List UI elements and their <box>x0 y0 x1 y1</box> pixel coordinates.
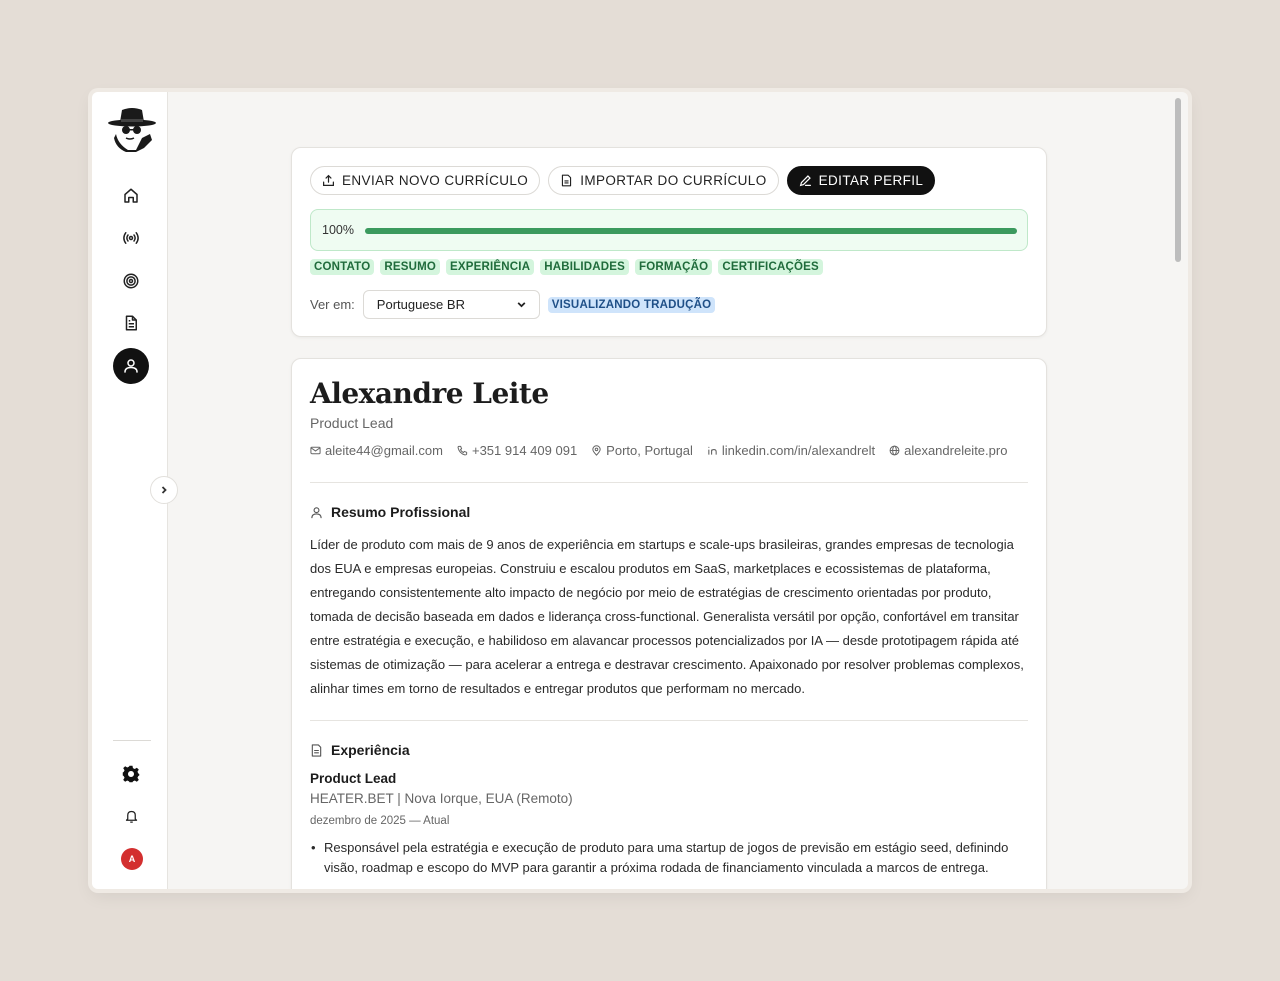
tag-certificacoes[interactable]: CERTIFICAÇÕES <box>718 259 823 275</box>
contact-location <box>591 443 693 458</box>
document-icon <box>122 314 140 332</box>
resume-card <box>291 358 1047 889</box>
nav-notifications[interactable] <box>113 798 149 834</box>
profile-actions-card <box>291 147 1047 337</box>
nav-targets[interactable] <box>113 263 149 299</box>
linkedin-icon <box>707 445 718 456</box>
globe-icon <box>889 445 900 456</box>
language-select[interactable] <box>363 290 540 319</box>
app-window <box>92 92 1188 889</box>
edit-profile-button[interactable] <box>787 166 936 195</box>
scrollbar-thumb[interactable] <box>1175 98 1181 262</box>
experience-role: Product Lead <box>310 771 397 786</box>
nav-profile[interactable] <box>113 348 149 384</box>
section-divider <box>310 720 1028 721</box>
section-tags <box>310 259 823 275</box>
home-icon <box>122 187 140 205</box>
user-icon <box>122 357 140 375</box>
profile-title: Product Lead <box>310 415 394 431</box>
tag-habilidades[interactable]: HABILIDADES <box>540 259 629 275</box>
document-icon <box>310 744 323 757</box>
contact-linkedin[interactable] <box>707 443 875 458</box>
profile-completion-bar <box>310 209 1028 251</box>
nav-home[interactable] <box>113 178 149 214</box>
phone-text: +351 914 409 091 <box>471 443 578 458</box>
language-row <box>310 290 715 319</box>
translation-badge: VISUALIZANDO TRADUÇÃO <box>548 297 715 313</box>
upload-resume-button[interactable] <box>310 166 540 195</box>
summary-text: Líder de produto com mais de 9 anos de experiência em startups e scale-ups brasileiras, grandes empresas de tecnologia dos EUA e empresas europeias. Construiu e escalou produtos em SaaS, marketplaces e ecossistemas de plataforma, entregando consistentemente alto impacto de negócio por meio de estratégias de crescimento orientadas por produto, tomada de decisão baseada em dados e liderança cross-functional. Generalista versátil por opção, confortável em transitar entre estratégia e execução, e habilidoso em alavancar processos potencializados por IA — desde prototipagem rápida até sistemas de otimização — para acelerar a entrega e destravar crescimento. Apaixonado por resolver problemas complexos, alinhar times em torno de resultados e entregar produtos que performam no mercado. <box>310 537 1024 696</box>
experience-dates: dezembro de 2025 — Atual <box>310 815 450 827</box>
import-resume-button[interactable] <box>548 166 778 195</box>
bell-icon <box>124 809 139 824</box>
tag-resumo[interactable]: RESUMO <box>380 259 440 275</box>
section-divider <box>310 482 1028 483</box>
broadcast-icon <box>122 229 140 247</box>
progress-track <box>365 228 1017 234</box>
avatar[interactable]: A <box>121 848 143 870</box>
tag-experiencia[interactable]: EXPERIÊNCIA <box>446 259 534 275</box>
user-icon <box>310 506 323 519</box>
experience-heading <box>310 742 410 758</box>
nav-documents[interactable] <box>113 305 149 341</box>
linkedin-text: linkedin.com/in/alexandrelt <box>721 443 876 458</box>
tag-contato[interactable]: CONTATO <box>310 259 374 275</box>
mail-icon <box>310 445 321 456</box>
contact-website[interactable] <box>889 443 1007 458</box>
progress-percent: 100% <box>322 223 354 237</box>
location-pin-icon <box>591 445 602 456</box>
summary-heading <box>310 504 470 520</box>
edit-profile-label: EDITAR PERFIL <box>818 173 924 188</box>
nav-signals[interactable] <box>113 220 149 256</box>
contact-phone[interactable] <box>457 443 577 458</box>
document-icon <box>560 174 573 187</box>
profile-name: Alexandre Leite <box>310 377 549 410</box>
gear-icon <box>122 765 140 783</box>
email-text: aleite44@gmail.com <box>325 443 443 458</box>
progress-fill <box>365 228 1017 234</box>
location-text: Porto, Portugal <box>606 443 693 458</box>
pencil-icon <box>799 174 812 187</box>
language-label: Ver em: <box>310 297 355 312</box>
nav-settings[interactable] <box>113 756 149 792</box>
tag-formacao[interactable]: FORMAÇÃO <box>635 259 712 275</box>
action-buttons <box>310 166 935 195</box>
sidebar-divider <box>113 740 151 741</box>
website-text: alexandreleite.pro <box>904 443 1008 458</box>
spy-logo-icon[interactable] <box>106 104 158 156</box>
import-resume-label: IMPORTAR DO CURRÍCULO <box>580 173 767 188</box>
target-icon <box>122 272 140 290</box>
experience-bullet: • Responsável pela estratégia e execução de produto para uma startup de jogos de previsão em estágio seed, definindo visão, roadmap e escopo do MVP para garantir a próxima rodada de financiamento vinculada a marcos de entrega. <box>310 838 1030 878</box>
sidebar-collapse-button[interactable] <box>150 476 178 504</box>
chevron-down-icon <box>516 299 527 310</box>
contact-list <box>310 443 1007 458</box>
experience-heading-text: Experiência <box>331 742 410 758</box>
phone-icon <box>457 445 468 456</box>
experience-company: HEATER.BET | Nova Iorque, EUA (Remoto) <box>310 791 573 806</box>
upload-resume-label: ENVIAR NOVO CURRÍCULO <box>342 173 529 188</box>
summary-heading-text: Resumo Profissional <box>331 504 471 520</box>
experience-bullets <box>310 838 1030 878</box>
chevron-right-icon <box>159 485 169 495</box>
contact-email[interactable] <box>310 443 443 458</box>
upload-icon <box>322 174 335 187</box>
language-selected: Portuguese BR <box>376 297 465 312</box>
